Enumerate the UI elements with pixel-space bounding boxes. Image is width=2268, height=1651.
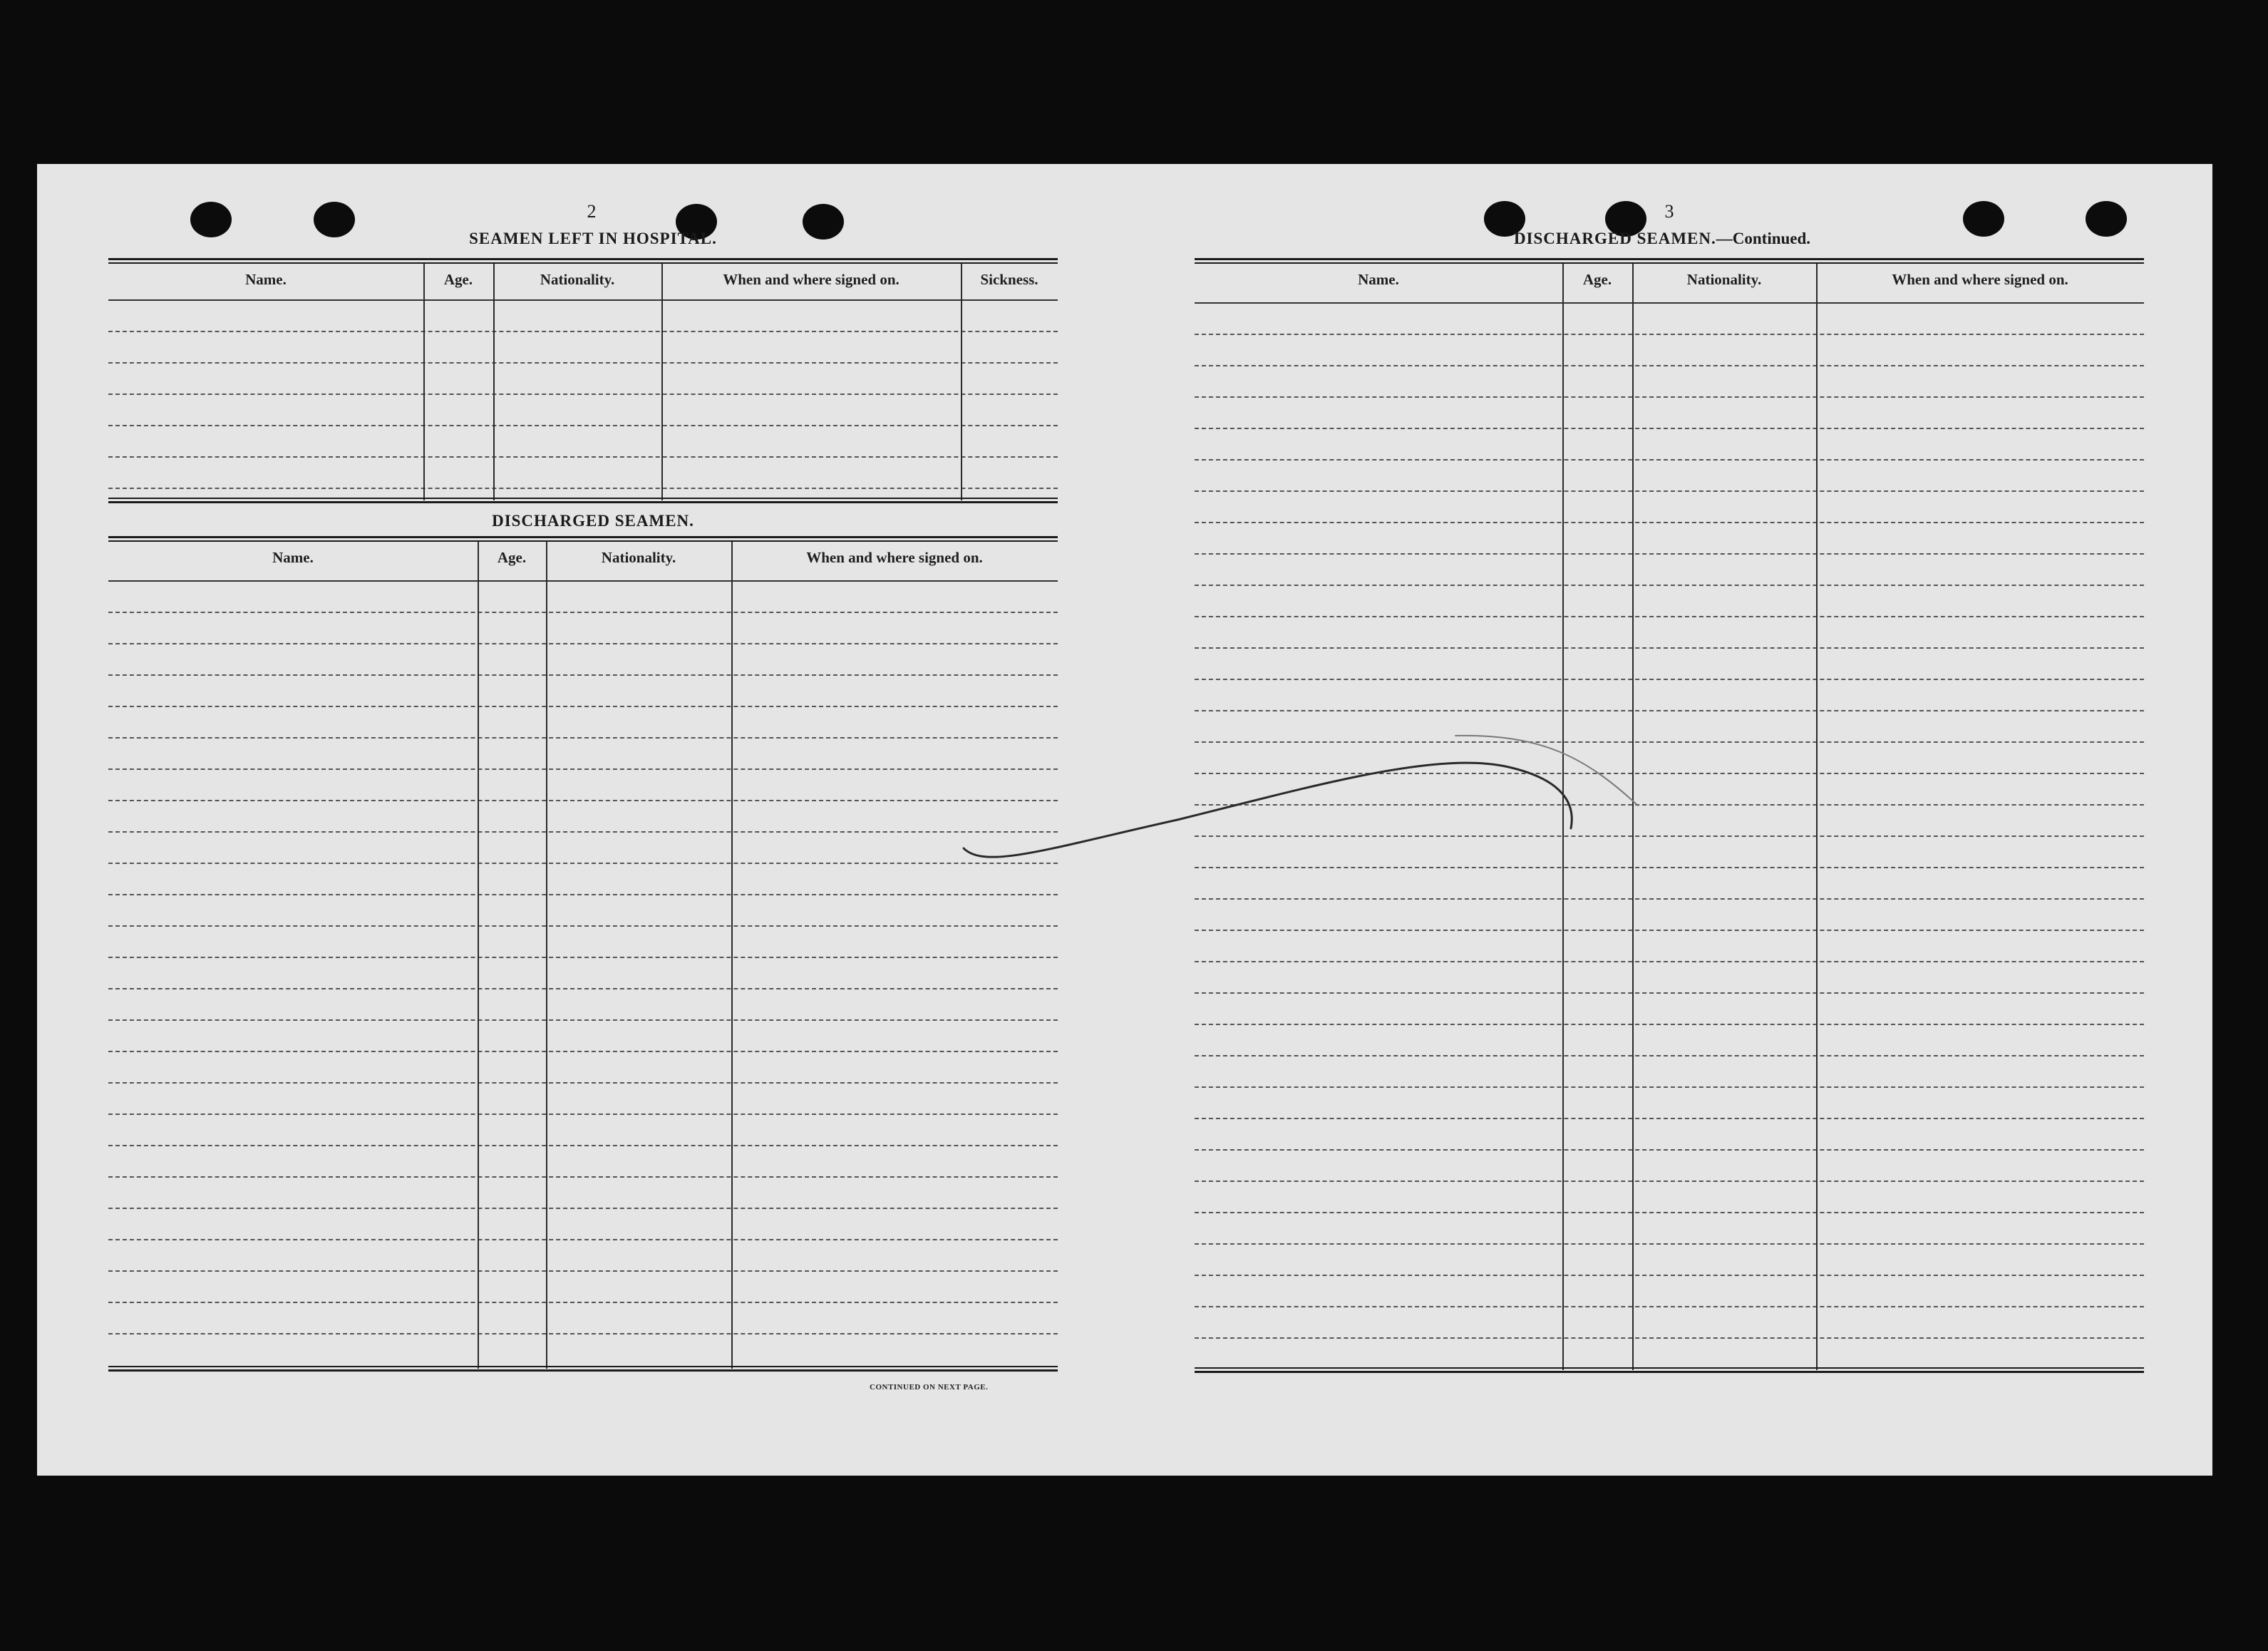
column-header: When and where signed on.: [806, 549, 983, 566]
continued-suffix: —Continued.: [1716, 230, 1811, 247]
ledger-spread: [37, 164, 2212, 1476]
column-header: Name.: [245, 271, 287, 288]
column-header: When and where signed on.: [723, 271, 900, 288]
column-header: Nationality.: [540, 271, 615, 288]
column-header: When and where signed on.: [1892, 271, 2068, 288]
column-header: Name.: [1358, 271, 1399, 288]
column-header: Nationality.: [601, 549, 676, 566]
page-number-right: 3: [1664, 201, 1674, 222]
discharged-continued-title-main: DISCHARGED SEAMEN.: [1513, 230, 1716, 247]
continued-footnote: CONTINUED ON NEXT PAGE.: [870, 1383, 989, 1392]
column-header: Age.: [1582, 271, 1612, 288]
pen-stroke: [964, 763, 1572, 857]
pen-stroke-faint: [1455, 736, 1638, 806]
hospital-section-title: SEAMEN LEFT IN HOSPITAL.: [469, 230, 717, 247]
column-header: Sickness.: [980, 271, 1038, 288]
page-number-left: 2: [587, 201, 597, 222]
column-header: Nationality.: [1686, 271, 1762, 288]
column-header: Age.: [443, 271, 473, 288]
column-header: Age.: [497, 549, 527, 566]
pen-stroke-mark: [37, 164, 2212, 1476]
column-header: Name.: [272, 549, 314, 566]
discharged-section-title: DISCHARGED SEAMEN.: [492, 512, 694, 530]
